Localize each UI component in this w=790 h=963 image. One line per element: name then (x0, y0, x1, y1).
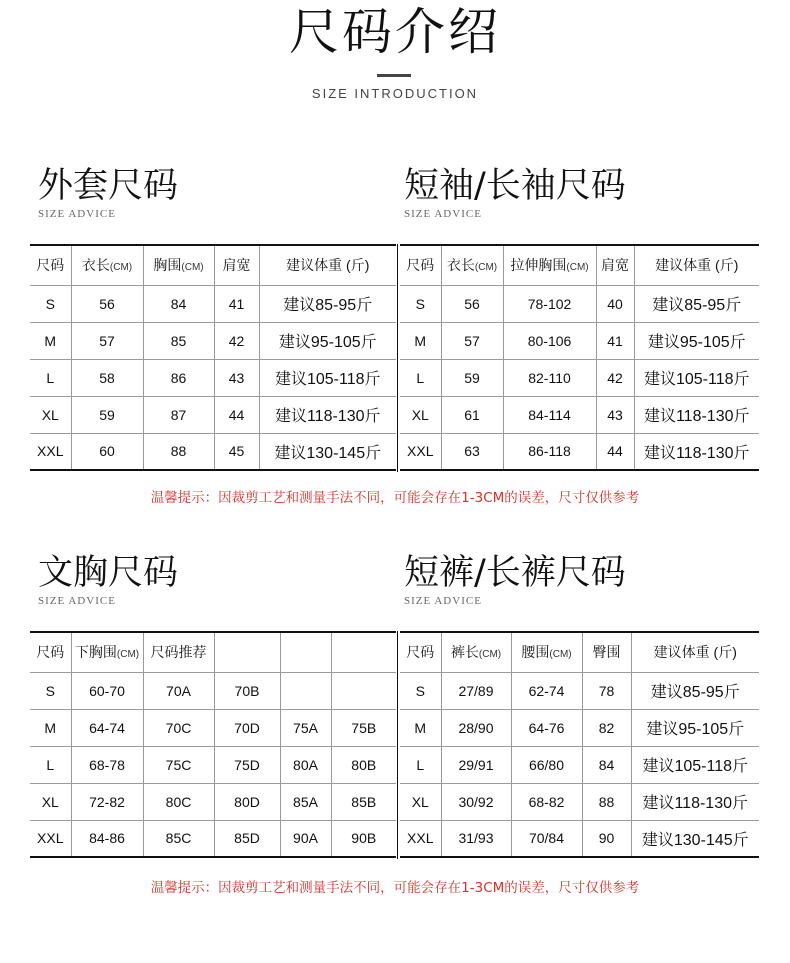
table-row (400, 433, 759, 470)
table-cell: 建议105-118斤 (631, 746, 759, 783)
table-cell: 58 (71, 359, 143, 396)
table-cell: 59 (441, 359, 503, 396)
header-cell: 肩宽 (596, 245, 634, 285)
header-cell: 肩宽 (214, 245, 259, 285)
table-cell: L (400, 359, 441, 396)
table-cell: 85B (331, 783, 396, 820)
table-cell: 建议118-130斤 (634, 433, 759, 470)
table-row (400, 709, 759, 746)
header-label: 衣长 (446, 257, 475, 274)
table-cell: 80B (331, 746, 396, 783)
table-cell: 建议105-118斤 (634, 359, 759, 396)
header-label: 拉伸胸围 (510, 257, 567, 274)
bra-size-table (30, 631, 396, 858)
table-cell: 70B (214, 672, 280, 709)
header-cell (441, 245, 503, 285)
table-cell: M (30, 709, 71, 746)
table-cell: 78 (582, 672, 631, 709)
table-cell: XXL (400, 820, 441, 857)
table-row (400, 672, 759, 709)
header-label: 下胸围 (74, 644, 117, 661)
sleeve-section-subtitle: SIZE ADVICE (404, 208, 482, 220)
table-row (30, 359, 396, 396)
header-cell: 臀围 (582, 632, 631, 672)
table-cell: 29/91 (441, 746, 511, 783)
pants-section-title: 短裤/长裤尺码 (404, 553, 626, 593)
table-cell: 90B (331, 820, 396, 857)
table-cell: 57 (71, 322, 143, 359)
table-row (30, 285, 396, 322)
header-label: 胸围 (153, 257, 182, 274)
table-row (400, 783, 759, 820)
header-cell (71, 245, 143, 285)
table-cell: 31/93 (441, 820, 511, 857)
table-cell (331, 672, 396, 709)
table-cell: 建议85-95斤 (631, 672, 759, 709)
header-label: 腰围 (521, 644, 550, 661)
table-cell: S (30, 285, 71, 322)
table-cell: S (30, 672, 71, 709)
table-cell: 43 (596, 396, 634, 433)
table-row (30, 746, 396, 783)
page-title: 尺码介绍 (289, 3, 501, 61)
table-row (30, 433, 396, 470)
table-cell: 建议118-130斤 (634, 396, 759, 433)
table-cell: 建议118-130斤 (631, 783, 759, 820)
table-cell: 85 (143, 322, 214, 359)
header-cell (143, 245, 214, 285)
table-row (400, 746, 759, 783)
table-cell: 建议105-118斤 (259, 359, 396, 396)
table-cell: 82 (582, 709, 631, 746)
table-row (30, 820, 396, 857)
size-tip-note: 温馨提示：因裁剪工艺和测量手法不同，可能会存在1-3CM的误差，尺寸仅供参考 (150, 880, 640, 896)
table-cell: 56 (71, 285, 143, 322)
table-cell: L (400, 746, 441, 783)
header-cell: 尺码 (400, 632, 441, 672)
table-cell: 80C (143, 783, 214, 820)
table-divider-line (397, 631, 398, 859)
size-tip-note: 温馨提示：因裁剪工艺和测量手法不同，可能会存在1-3CM的误差，尺寸仅供参考 (150, 490, 640, 506)
table-row (30, 322, 396, 359)
table-row (400, 820, 759, 857)
table-cell: 66/80 (511, 746, 582, 783)
table-cell: 84-114 (503, 396, 596, 433)
table-cell: 41 (214, 285, 259, 322)
header-cell (280, 632, 331, 672)
sleeve-section-title: 短袖/长袖尺码 (404, 166, 626, 206)
table-cell: XL (400, 396, 441, 433)
header-unit: (CM) (181, 262, 204, 274)
table-cell: 64-74 (71, 709, 143, 746)
table-row (30, 396, 396, 433)
table-cell: 43 (214, 359, 259, 396)
table-cell: 82-110 (503, 359, 596, 396)
table-cell: 建议95-105斤 (631, 709, 759, 746)
header-label: 衣长 (81, 257, 110, 274)
table-cell: 建议130-145斤 (259, 433, 396, 470)
bra-section-subtitle: SIZE ADVICE (38, 595, 116, 607)
header-cell (503, 245, 596, 285)
table-cell: 70A (143, 672, 214, 709)
table-row (400, 359, 759, 396)
table-cell: S (400, 285, 441, 322)
header-unit: (CM) (116, 649, 140, 661)
table-cell: 84 (143, 285, 214, 322)
jacket-size-table (30, 244, 396, 471)
table-cell: 60 (71, 433, 143, 470)
table-cell: 87 (143, 396, 214, 433)
table-cell: 63 (441, 433, 503, 470)
table-cell: 88 (582, 783, 631, 820)
table-row (30, 783, 396, 820)
table-cell: M (400, 709, 441, 746)
table-cell: 84-86 (71, 820, 143, 857)
sleeve-size-table (400, 244, 759, 471)
table-cell: 建议130-145斤 (631, 820, 759, 857)
table-cell: 70C (143, 709, 214, 746)
table-cell: 建议95-105斤 (259, 322, 396, 359)
header-unit: (CM) (478, 649, 502, 661)
table-cell: 86 (143, 359, 214, 396)
header-cell: 尺码 (400, 245, 441, 285)
header-unit: (CM) (474, 262, 498, 274)
table-cell: 68-82 (511, 783, 582, 820)
table-row (400, 396, 759, 433)
table-cell: XL (30, 396, 71, 433)
table-cell: 80-106 (503, 322, 596, 359)
table-cell: 56 (441, 285, 503, 322)
table-cell: 42 (596, 359, 634, 396)
table-cell: 68-78 (71, 746, 143, 783)
header-label: 裤长 (450, 644, 479, 661)
table-cell: 44 (214, 396, 259, 433)
table-cell: 75C (143, 746, 214, 783)
table-cell: 86-118 (503, 433, 596, 470)
table-cell: 40 (596, 285, 634, 322)
table-cell: 59 (71, 396, 143, 433)
header-cell: 建议体重 (斤) (631, 632, 759, 672)
table-cell: M (30, 322, 71, 359)
table-cell: S (400, 672, 441, 709)
header-unit: (CM) (549, 649, 572, 661)
bra-section-title: 文胸尺码 (38, 553, 179, 593)
table-cell: XXL (30, 820, 71, 857)
table-cell: 建议85-95斤 (259, 285, 396, 322)
table-row (400, 285, 759, 322)
table-cell: 75B (331, 709, 396, 746)
table-header-row (400, 632, 759, 672)
table-cell: L (30, 746, 71, 783)
jacket-section-subtitle: SIZE ADVICE (38, 208, 116, 220)
page-subtitle: SIZE INTRODUCTION (311, 86, 479, 101)
table-divider-line (397, 244, 398, 472)
table-header-row (400, 245, 759, 285)
table-cell: 60-70 (71, 672, 143, 709)
table-row (30, 709, 396, 746)
table-cell: 建议118-130斤 (259, 396, 396, 433)
table-cell: 45 (214, 433, 259, 470)
header-cell (214, 632, 280, 672)
table-row (400, 322, 759, 359)
table-cell: L (30, 359, 71, 396)
table-cell: 62-74 (511, 672, 582, 709)
header-cell: 尺码 (30, 632, 71, 672)
table-cell: 85C (143, 820, 214, 857)
table-header-row (30, 245, 396, 285)
header-cell: 建议体重 (斤) (259, 245, 396, 285)
header-cell (71, 632, 143, 672)
table-header-row (30, 632, 396, 672)
table-cell: 85A (280, 783, 331, 820)
table-cell: 70D (214, 709, 280, 746)
pants-section-subtitle: SIZE ADVICE (404, 595, 482, 607)
table-cell: XXL (30, 433, 71, 470)
table-cell: XXL (400, 433, 441, 470)
header-unit: (CM) (109, 262, 133, 274)
table-cell: 建议95-105斤 (634, 322, 759, 359)
header-cell (511, 632, 582, 672)
header-unit: (CM) (566, 262, 589, 274)
table-cell: 28/90 (441, 709, 511, 746)
table-cell: 90 (582, 820, 631, 857)
table-cell: 78-102 (503, 285, 596, 322)
table-cell: 57 (441, 322, 503, 359)
header-cell (441, 632, 511, 672)
table-cell: 90A (280, 820, 331, 857)
table-cell: 42 (214, 322, 259, 359)
header-cell (331, 632, 396, 672)
table-cell: 72-82 (71, 783, 143, 820)
table-cell: 61 (441, 396, 503, 433)
header-cell: 建议体重 (斤) (634, 245, 759, 285)
title-divider (377, 74, 411, 77)
table-cell: 75D (214, 746, 280, 783)
pants-size-table (400, 631, 759, 858)
table-cell (280, 672, 331, 709)
table-cell: 70/84 (511, 820, 582, 857)
jacket-section-title: 外套尺码 (38, 166, 179, 206)
table-cell: 44 (596, 433, 634, 470)
table-cell: 80A (280, 746, 331, 783)
table-cell: 41 (596, 322, 634, 359)
table-cell: 75A (280, 709, 331, 746)
table-row (30, 672, 396, 709)
table-cell: XL (30, 783, 71, 820)
header-cell: 尺码 (30, 245, 71, 285)
header-cell: 尺码推荐 (143, 632, 214, 672)
table-cell: 建议85-95斤 (634, 285, 759, 322)
table-cell: 27/89 (441, 672, 511, 709)
table-cell: 80D (214, 783, 280, 820)
table-cell: 85D (214, 820, 280, 857)
table-cell: XL (400, 783, 441, 820)
table-cell: 64-76 (511, 709, 582, 746)
table-cell: 88 (143, 433, 214, 470)
table-cell: M (400, 322, 441, 359)
table-cell: 84 (582, 746, 631, 783)
table-cell: 30/92 (441, 783, 511, 820)
